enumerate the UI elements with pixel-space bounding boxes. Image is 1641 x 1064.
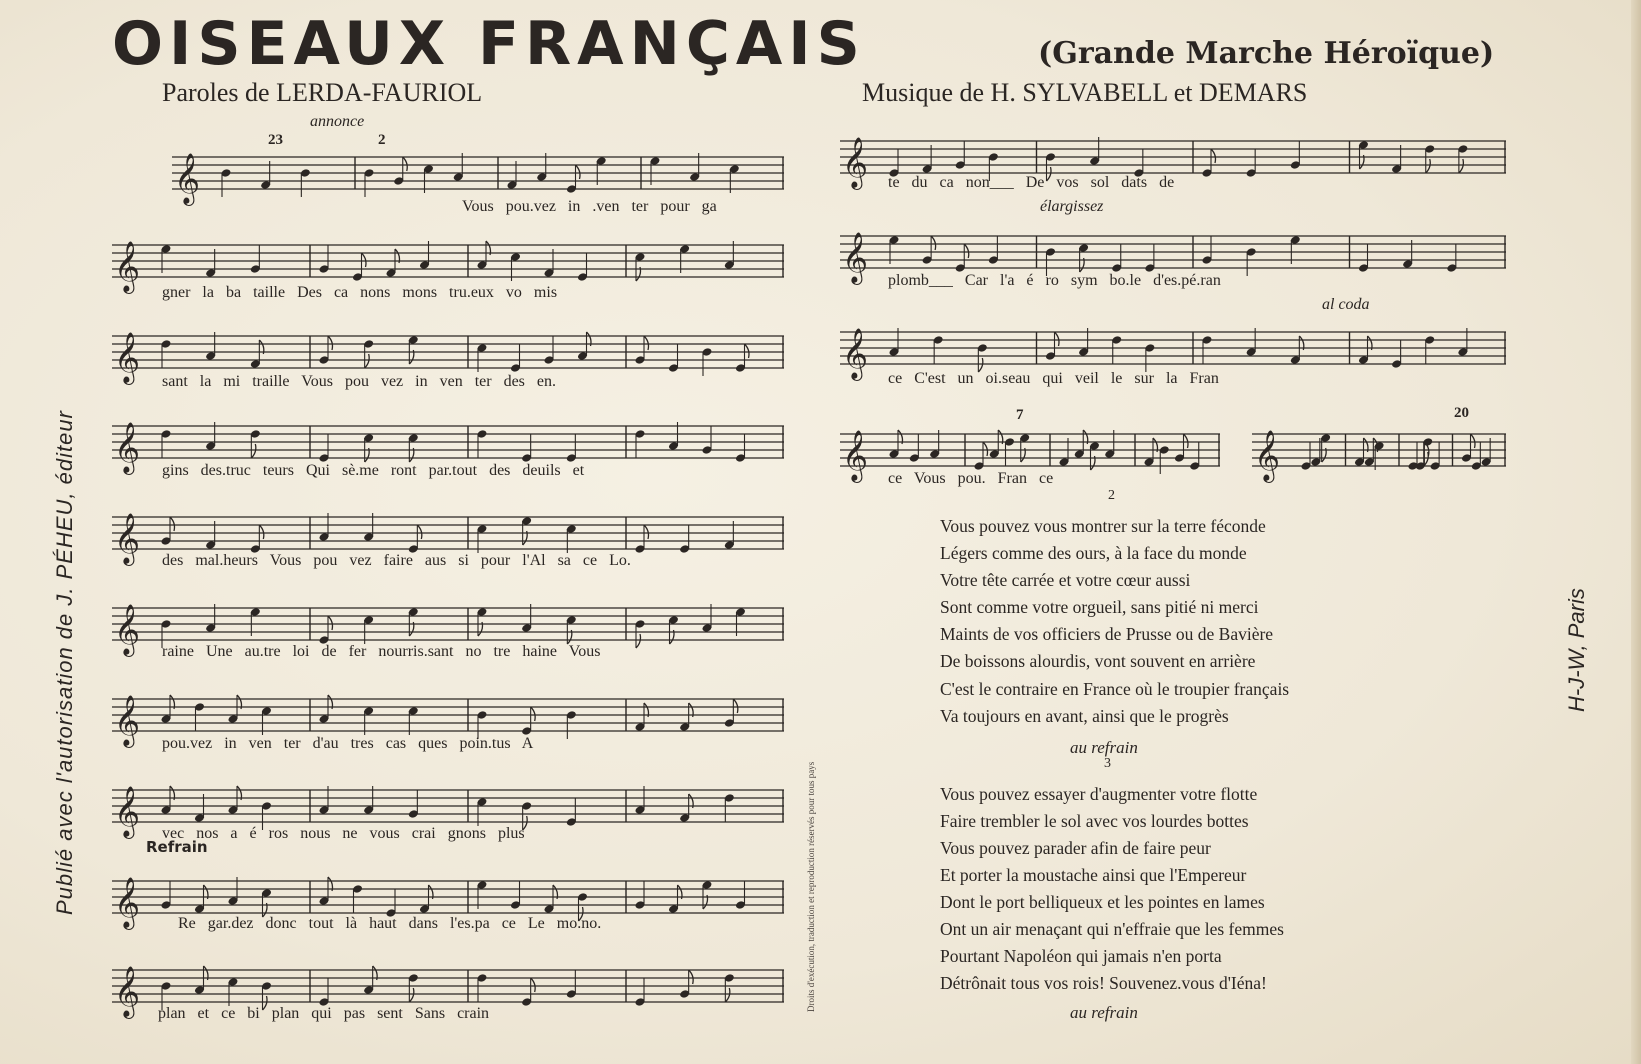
svg-text:𝄞: 𝄞 [114, 604, 141, 655]
verse-line: Et porter la moustache ainsi que l'Empereur [940, 865, 1247, 885]
lyric-line: te du ca non___ De vos sol dats de [888, 174, 1175, 191]
staff [112, 412, 784, 492]
printer-credit: H-J-W, Paris [1564, 588, 1589, 712]
svg-text:𝄞: 𝄞 [114, 877, 141, 928]
composer-credit: Musique de H. SYLVABELL et DEMARS [862, 78, 1308, 107]
refrain-label: Refrain [146, 838, 208, 856]
lyric-line: vec nos a é ros nous ne vous crai gnons plus [162, 825, 525, 842]
verse-number-3: 3 [1104, 756, 1111, 771]
svg-text:𝄞: 𝄞 [114, 332, 141, 383]
verse-line: Votre tête carrée et votre cœur aussi [940, 570, 1191, 590]
annonce-mark: annonce [310, 113, 365, 130]
verse-line: Sont comme votre orgueil, sans pitié ni merci [940, 597, 1259, 617]
staff [112, 685, 784, 765]
song-title: OISEAUX FRANÇAIS [112, 9, 866, 79]
lyric-line: gner la ba taille Des ca nons mons tru.eux vo mis [162, 284, 558, 301]
card-edge [1631, 0, 1641, 1064]
staff [112, 776, 784, 856]
verse-line: Détrônait tous vos rois! Souvenez.vous d'Iéna! [940, 973, 1267, 993]
staff [840, 420, 1220, 500]
staff [1252, 420, 1506, 500]
rest-count-7: 7 [1016, 407, 1024, 423]
svg-text:𝄞: 𝄞 [114, 786, 141, 837]
lyric-line: ce Vous pou. Fran ce [888, 470, 1054, 487]
svg-text:𝄞: 𝄞 [114, 695, 141, 746]
staff [112, 594, 784, 674]
svg-text:𝄞: 𝄞 [114, 513, 141, 564]
rest-count-23: 23 [268, 132, 283, 148]
svg-text:𝄞: 𝄞 [842, 232, 869, 283]
au-refrain-note: au refrain [1070, 738, 1138, 757]
svg-text:𝄞: 𝄞 [842, 430, 869, 481]
staff [840, 222, 1506, 302]
al-coda-mark: al coda [1322, 296, 1370, 313]
svg-text:𝄞: 𝄞 [1254, 430, 1281, 481]
svg-text:𝄞: 𝄞 [114, 241, 141, 292]
verse-line: Pourtant Napoléon qui jamais n'en porta [940, 946, 1222, 966]
staff [112, 867, 784, 947]
au-refrain-note: au refrain [1070, 1003, 1138, 1022]
verse-number-2: 2 [1108, 488, 1115, 503]
measure-number: 2 [378, 132, 386, 148]
rights-reserved-note: Droits d'exécution, traduction et reproduction réservés pour tous pays [806, 761, 816, 1012]
lyric-line: des mal.heurs Vous pou vez faire aus si pour l'Al sa ce Lo. [162, 552, 631, 569]
lyric-line: plan et ce bi plan qui pas sent Sans crain [158, 1005, 490, 1022]
staff [840, 127, 1506, 207]
lyric-line: pou.vez in ven ter d'au tres cas ques poin.tus A [162, 735, 534, 752]
verse-line: De boissons alourdis, vont souvent en arrière [940, 651, 1256, 671]
song-subtitle: (Grande Marche Héroïque) [1038, 36, 1495, 71]
verse-line: Vous pouvez essayer d'augmenter votre flotte [940, 784, 1258, 804]
lyric-line: plomb___ Car l'a é ro sym bo.le d'es.pé.ran [888, 272, 1221, 289]
verse-line: Vous pouvez parader afin de faire peur [940, 838, 1211, 858]
verse-line: Dont le port belliqueux et les pointes en lames [940, 892, 1265, 912]
svg-text:𝄞: 𝄞 [174, 153, 201, 204]
rest-count-20: 20 [1454, 405, 1469, 421]
svg-text:𝄞: 𝄞 [114, 966, 141, 1017]
lyricist-credit: Paroles de LERDA-FAURIOL [162, 78, 483, 107]
staff [112, 503, 784, 583]
elargissez-mark: élargissez [1040, 198, 1104, 215]
svg-text:𝄞: 𝄞 [114, 422, 141, 473]
lyric-line: raine Une au.tre loi de fer nourris.sant no tre haine Vous [162, 643, 601, 660]
verse-line: Va toujours en avant, ainsi que le progrès [940, 706, 1229, 726]
verse-line: Légers comme des ours, à la face du monde [940, 543, 1247, 563]
svg-text:𝄞: 𝄞 [842, 137, 869, 188]
lyric-line: ce C'est un oi.seau qui veil le sur la Fran [888, 370, 1219, 387]
publisher-credit: Publié avec l'autorisation de J. PÉHEU, éditeur [52, 410, 77, 915]
staff [112, 956, 784, 1036]
verse-line: Vous pouvez vous montrer sur la terre féconde [940, 516, 1266, 536]
lyric-line: sant la mi traille Vous pou vez in ven ter des en. [162, 373, 557, 390]
verse-line: Maints de vos officiers de Prusse ou de Bavière [940, 624, 1274, 644]
verse-line: Ont un air menaçant qui n'effraie que les femmes [940, 919, 1284, 939]
svg-text:𝄞: 𝄞 [842, 328, 869, 379]
verse-line: Faire trembler le sol avec vos lourdes bottes [940, 811, 1249, 831]
lyric-line: Vous pou.vez in .ven ter pour ga [462, 198, 717, 215]
verse-line: C'est le contraire en France où le troupier français [940, 679, 1290, 699]
lyric-line: gins des.truc teurs Qui sè.me ront par.tout des deuils et [162, 462, 585, 479]
lyric-line: Re gar.dez donc tout là haut dans l'es.pa ce Le mo.no. [178, 915, 602, 932]
